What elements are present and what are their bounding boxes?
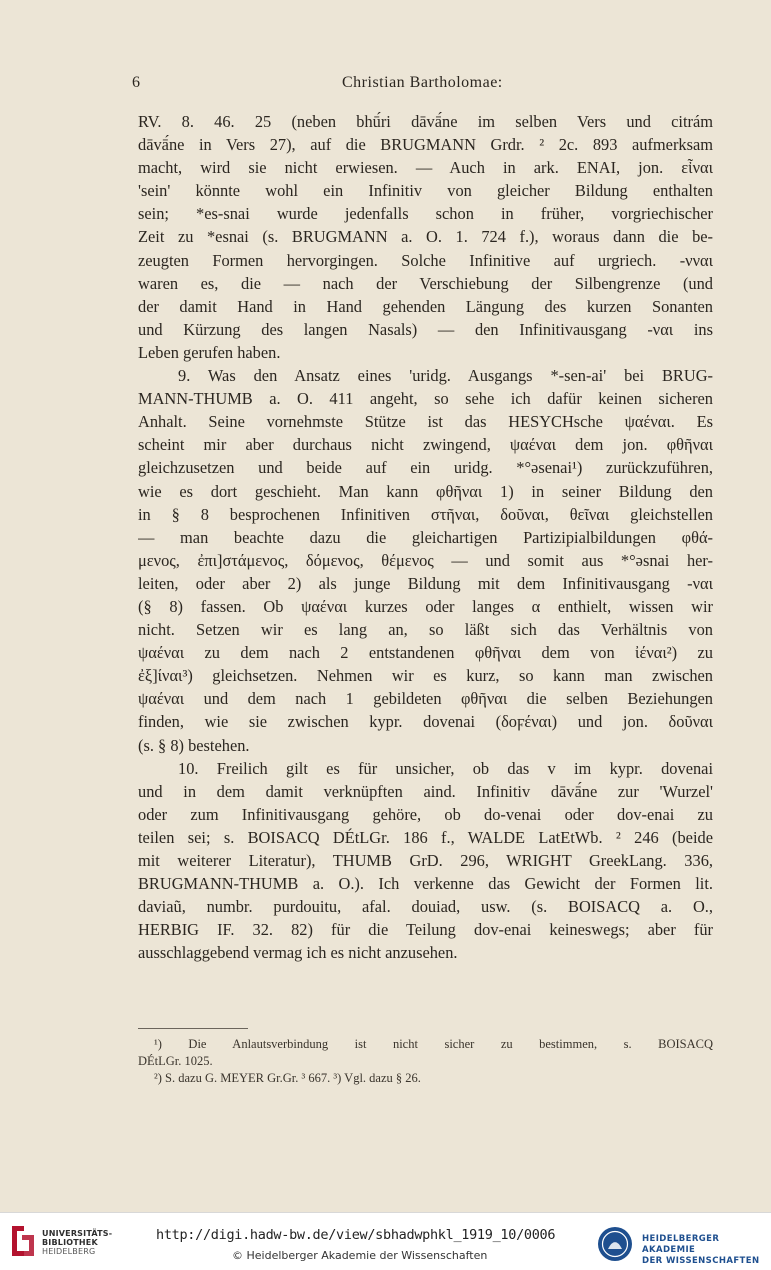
text-line: teilen sei; s. BOISACQ DÉtLGr. 186 f., WALDE LatEtWb. ² 246 (beide	[138, 827, 713, 847]
text-line: Leben gerufen haben.	[138, 342, 281, 362]
text-line: Anhalt. Seine vornehmste Stütze ist das HESYCHsche ψαέναι. Es	[138, 412, 713, 432]
text-line: mit weiterer Literatur), THUMB GrD. 296, WRIGHT GreekLang. 336,	[138, 851, 713, 870]
text-line: und in dem damit verknüpften aind. Infinitiv dāvā́ne zur 'Wurzel'	[138, 781, 713, 801]
text-line: zeugten Formen hervorgingen. Solche Infinitive auf urgriech. -νναι	[138, 250, 713, 270]
text-line: leiten, oder aber 2) als junge Bildung mit dem Infinitivausgang -ναι	[138, 573, 713, 593]
academy-seal-icon[interactable]	[596, 1225, 634, 1263]
text-line: ψαέναι und dem nach 1 gebildeten φθῆναι die selben Beziehungen	[138, 689, 713, 709]
text-line: ψαέναι zu dem nach 2 entstandenen φθῆναι dem von ἰέναι²) zu	[138, 643, 713, 663]
text-line: daviaũ, numbr. purdouitu, afal. douiad, usw. (s. BOISACQ a. O.,	[138, 897, 713, 917]
text-line: in § 8 besprochenen Infinitiven στῆναι, δοῦναι, θεῖναι gleichstellen	[138, 504, 713, 524]
text-line: macht, wird sie nicht erwiesen. — Auch in ark. ΕΝΑΙ, jon. εἶναι	[138, 158, 713, 178]
permalink-url[interactable]: http://digi.hadw-bw.de/view/sbhadwphkl_1919_10/0006	[156, 1227, 556, 1243]
text-line: (s. § 8) bestehen.	[138, 735, 250, 755]
footnote-divider	[138, 1028, 248, 1029]
library-name-line3: HEIDELBERG	[42, 1247, 96, 1256]
text-line: RV. 8. 46. 25 (neben bhū́ri dāvā́ne im selben Vers und citrám	[138, 112, 713, 131]
text-line: dāvā́ne in Vers 27), auf die BRUGMANN Grdr. ² 2c. 893 aufmerksam	[138, 135, 713, 155]
body-text	[138, 110, 713, 964]
text-line: Zeit zu *esnai (s. BRUGMANN a. O. 1. 724 f.), woraus dann die be-	[138, 227, 713, 247]
text-line: ausschlaggebend vermag ich es nicht anzusehen.	[138, 943, 458, 963]
footnotes	[138, 1036, 713, 1087]
section-9-start: 9. Was den Ansatz eines 'uridg. Ausgangs *-sen-ai' bei BRUG-	[178, 366, 713, 386]
text-line: HERBIG IF. 32. 82) für die Teilung dov-enai keineswegs; aber für	[138, 920, 713, 940]
text-line: MANN-THUMB a. O. 411 angeht, so sehe ich dafür keinen sicheren	[138, 389, 713, 409]
text-line: — man beachte dazu die gleichartigen Partizipialbildungen φθά-	[138, 527, 713, 547]
text-line: oder zum Infinitivausgang gehöre, ob do-venai oder dov-enai zu	[138, 804, 713, 824]
university-library-logo-icon[interactable]	[8, 1223, 38, 1259]
university-library-name[interactable]	[42, 1229, 112, 1256]
text-line: (§ 8) fassen. Ob ψαέναι kurzes oder langes α enthielt, wissen wir	[138, 596, 713, 616]
section-10-start: 10. Freilich gilt es für unsicher, ob das v im kypr. dovenai	[178, 758, 713, 778]
text-line: gleichzusetzen und beide auf ein uridg. *°əsenai¹) zurückzuführen,	[138, 458, 713, 478]
library-name-line2: BIBLIOTHEK	[42, 1238, 98, 1247]
library-name-line1: UNIVERSITÄTS-	[42, 1229, 113, 1238]
footnote-1: ¹) Die Anlautsverbindung ist nicht sicher zu bestimmen, s. BOISACQ	[154, 1037, 713, 1051]
academy-name-line1: HEIDELBERGER AKADEMIE	[642, 1234, 720, 1255]
page-header	[132, 74, 732, 94]
text-line: nicht. Setzen wir es lang an, so läßt sich das Verhältnis von	[138, 620, 713, 640]
copyright-notice: © Heidelberger Akademie der Wissenschaften	[232, 1249, 488, 1262]
text-line: finden, wie sie zwischen kypr. dovenai (δοϝέναι) und jon. δοῦναι	[138, 712, 713, 732]
academy-name-line2: DER WISSENSCHAFTEN	[642, 1256, 760, 1266]
running-head: Christian Bartholomae:	[342, 74, 503, 91]
page-number: 6	[132, 74, 140, 91]
text-line: waren es, die — nach der Verschiebung der Silbengrenze (und	[138, 273, 713, 293]
academy-name[interactable]	[642, 1234, 771, 1267]
text-line: sein; *es-snai wurde jedenfalls schon in früher, vorgriechischer	[138, 204, 713, 224]
text-line: wie es dort geschieht. Man kann φθῆναι 1) in seiner Bildung den	[138, 481, 713, 501]
footnote-1-continued: DÉtLGr. 1025.	[138, 1054, 213, 1068]
text-line: der damit Hand in Hand gehenden Längung des kurzen Sonanten	[138, 296, 713, 316]
text-line: BRUGMANN-THUMB a. O.). Ich verkenne das Gewicht der Formen lit.	[138, 874, 713, 894]
text-line: und Kürzung des langen Nasals) — den Infinitivausgang -ναι ins	[138, 319, 713, 339]
text-line: μενος, ἐπι]στάμενος, δόμενος, θέμενος — und somit aus *°əsnai her-	[138, 550, 713, 570]
text-line: ἐξ]ίναι³) gleichsetzen. Nehmen wir es kurz, so kann man zwischen	[138, 666, 713, 686]
text-line: scheint mir aber durchaus nicht zwingend, ψαέναι dem jon. φθῆναι	[138, 435, 713, 455]
viewer-footer	[0, 1212, 771, 1270]
footnote-2-3: ²) S. dazu G. MEYER Gr.Gr. ³ 667. ³) Vgl. dazu § 26.	[154, 1071, 421, 1085]
text-line: 'sein' könnte wohl ein Infinitiv von gleicher Bildung enthalten	[138, 181, 713, 201]
